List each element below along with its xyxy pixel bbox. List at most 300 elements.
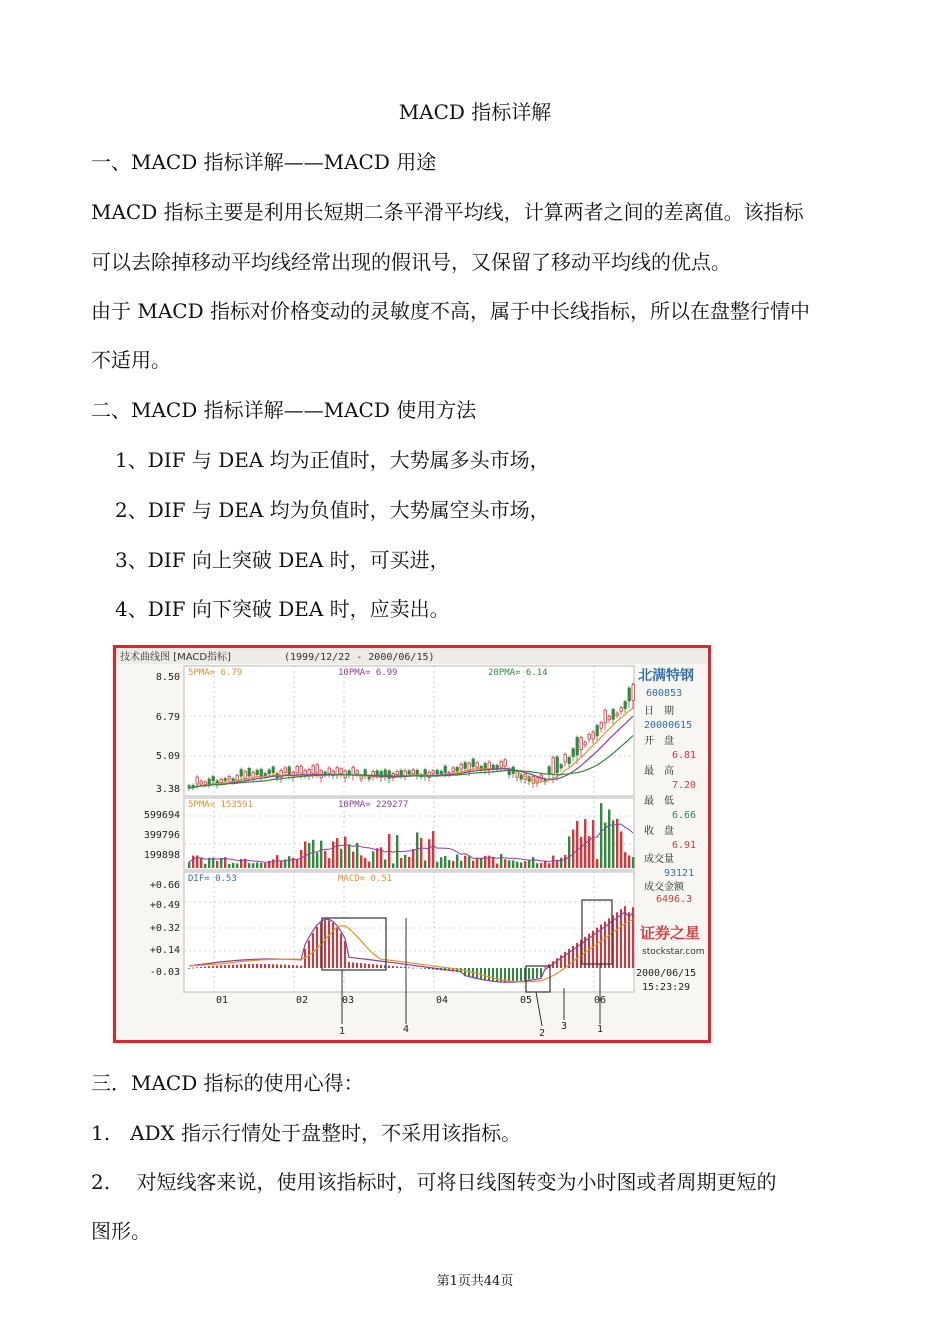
histogram-bar <box>396 966 398 968</box>
candle-body <box>240 770 242 777</box>
histogram-bar <box>292 965 294 968</box>
macd-chart-figure <box>113 645 711 1043</box>
candle-body <box>200 781 202 784</box>
histogram-bar <box>620 909 622 968</box>
histogram-bar <box>284 965 286 968</box>
histogram-bar <box>516 968 518 981</box>
volume-bar <box>424 860 426 868</box>
macd-label: MACD= 0.51 <box>338 874 393 884</box>
candle-body <box>576 737 578 755</box>
tip-2-line-2: 图形。 <box>91 1219 151 1243</box>
histogram-bar <box>420 968 422 969</box>
candle-body <box>608 716 610 719</box>
candle-body <box>620 708 622 712</box>
price-tick: 3.38 <box>155 784 180 795</box>
candle-body <box>356 771 358 774</box>
histogram-bar <box>344 941 346 968</box>
page-title: MACD 指标详解 <box>398 100 552 124</box>
candle-body <box>208 779 210 784</box>
candle-body <box>568 758 570 764</box>
histogram-bar <box>192 968 194 969</box>
candle-body <box>224 779 226 781</box>
histogram-bar <box>388 966 390 968</box>
candle-body <box>264 773 266 775</box>
candle-body <box>312 766 314 773</box>
price-tick: 5.09 <box>155 751 180 762</box>
candle-body <box>328 768 330 773</box>
volume-bar <box>516 862 518 868</box>
histogram-bar <box>372 964 374 968</box>
volume-bar <box>512 860 514 868</box>
candle-body <box>412 770 414 774</box>
candle-body <box>296 767 298 773</box>
histogram-bar <box>300 966 302 968</box>
volume-ma10-label: 10PMA= 229277 <box>338 800 409 810</box>
macd-tick: -0.03 <box>149 967 180 978</box>
volume-bar <box>280 860 282 868</box>
volume-bar <box>372 851 374 868</box>
candle-body <box>624 702 626 709</box>
histogram-bar <box>272 964 274 968</box>
histogram-bar <box>200 967 202 968</box>
volume-bar <box>312 840 314 868</box>
volume-bar <box>628 855 630 868</box>
candle-body <box>476 763 478 767</box>
price-ma20-label: 20PMA= 6.14 <box>488 668 548 678</box>
high-value: 7.20 <box>672 780 697 791</box>
section-2-heading: 二、MACD 指标详解——MACD 使用方法 <box>91 398 477 422</box>
x-tick: 03 <box>342 995 355 1006</box>
histogram-bar <box>332 923 334 968</box>
volume-value: 93121 <box>664 868 695 879</box>
volume-bar <box>620 831 622 868</box>
histogram-bar <box>268 964 270 968</box>
volume-bar <box>416 832 418 868</box>
histogram-bar <box>348 962 350 968</box>
histogram-bar <box>352 962 354 968</box>
histogram-bar <box>624 906 626 968</box>
candle-body <box>552 758 554 775</box>
volume-bar <box>528 861 530 868</box>
volume-bar <box>392 863 394 868</box>
high-label: 最 高 <box>644 766 674 777</box>
low-label: 最 低 <box>644 796 674 807</box>
paragraph-1-line-2: 可以去除掉移动平均线经常出现的假讯号，又保留了移动平均线的优点。 <box>91 250 731 274</box>
histogram-bar <box>188 968 190 969</box>
volume-bar <box>400 858 402 868</box>
volume-bar <box>264 863 266 868</box>
volume-bar <box>412 849 414 868</box>
candle-body <box>396 772 398 775</box>
candle-body <box>592 732 594 739</box>
candle-body <box>504 760 506 766</box>
paragraph-1-line-1: MACD 指标主要是利用长短期二条平滑平均线，计算两者之间的差离值。该指标 <box>91 200 804 224</box>
histogram-bar <box>244 964 246 968</box>
candle-body <box>632 685 634 701</box>
close-label: 收 盘 <box>644 826 674 837</box>
macd-chart-svg <box>116 648 708 1040</box>
candle-body <box>336 768 338 775</box>
candle-body <box>428 772 430 777</box>
volume-bar <box>348 845 350 868</box>
volume-bar <box>288 856 290 868</box>
candle-body <box>628 688 630 701</box>
candle-body <box>520 775 522 779</box>
volume-bar <box>276 855 278 868</box>
macd-panel <box>184 872 634 992</box>
volume-bar <box>404 855 406 868</box>
candle-body <box>340 769 342 774</box>
volume-bar <box>524 861 526 868</box>
annotation-marker: 3 <box>560 1021 568 1032</box>
chart-date-range: (1999/12/22 - 2000/06/15) <box>284 652 435 663</box>
volume-bar <box>324 851 326 868</box>
dif-label: DIF= 0.53 <box>188 874 237 884</box>
annotation-marker: 2 <box>538 1028 546 1039</box>
amount-value: 6496.3 <box>656 894 693 905</box>
volume-bar <box>256 863 258 868</box>
annotation-marker: 4 <box>402 1024 410 1035</box>
volume-bar <box>360 855 362 868</box>
histogram-bar <box>252 964 254 968</box>
volume-bar <box>320 841 322 868</box>
candle-body <box>408 771 410 774</box>
histogram-bar <box>228 965 230 968</box>
volume-bar <box>204 864 206 868</box>
volume-bar <box>544 861 546 868</box>
volume-bar <box>492 857 494 868</box>
volume-bar <box>508 860 510 868</box>
histogram-bar <box>224 965 226 968</box>
volume-bar <box>340 849 342 868</box>
volume-bar <box>460 861 462 868</box>
histogram-bar <box>264 964 266 968</box>
candle-body <box>236 776 238 780</box>
candle-body <box>440 771 442 773</box>
volume-bar <box>300 850 302 868</box>
rule-4: 4、DIF 向下突破 DEA 时，应卖出。 <box>115 597 450 621</box>
volume-tick: 399796 <box>143 830 180 841</box>
candle-body <box>212 777 214 781</box>
volume-bar <box>564 855 566 868</box>
histogram-bar <box>376 965 378 968</box>
histogram-bar <box>248 964 250 968</box>
volume-bar <box>520 863 522 868</box>
candle-body <box>368 777 370 779</box>
histogram-bar <box>280 964 282 968</box>
macd-tick: +0.32 <box>149 923 180 934</box>
macd-tick: +0.14 <box>149 945 180 956</box>
date-value: 20000615 <box>644 720 693 731</box>
rule-3: 3、DIF 向上突破 DEA 时，可买进， <box>115 548 450 572</box>
volume-tick: 599694 <box>143 810 180 821</box>
histogram-bar <box>536 968 538 978</box>
histogram-bar <box>544 967 546 968</box>
volume-bar <box>248 863 250 868</box>
histogram-bar <box>608 918 610 968</box>
candle-body <box>464 763 466 769</box>
volume-bar <box>432 831 434 868</box>
paragraph-2-line-1: 由于 MACD 指标对价格变动的灵敏度不高，属于中长线指标，所以在盘整行情中 <box>91 299 810 323</box>
candle-body <box>364 770 366 775</box>
macd-tick: +0.49 <box>149 900 180 911</box>
macd-tick: +0.66 <box>149 880 180 891</box>
candle-body <box>580 738 582 750</box>
paragraph-2-line-2: 不适用。 <box>91 348 171 372</box>
volume-bar <box>336 838 338 868</box>
candle-body <box>260 769 262 776</box>
volume-bar <box>408 857 410 868</box>
volume-bar <box>448 860 450 868</box>
close-value: 6.91 <box>672 840 697 851</box>
volume-bar <box>600 803 602 868</box>
volume-bar <box>504 859 506 868</box>
candle-body <box>284 768 286 773</box>
candle-body <box>616 713 618 715</box>
volume-label: 成交量 <box>644 854 674 865</box>
section-1-heading: 一、MACD 指标详解——MACD 用途 <box>91 150 437 174</box>
histogram-bar <box>240 964 242 968</box>
volume-bar <box>624 852 626 868</box>
histogram-bar <box>256 964 258 968</box>
volume-bar <box>616 819 618 868</box>
volume-bar <box>200 858 202 868</box>
page-footer: 第1页共44页 <box>436 1274 514 1289</box>
histogram-bar <box>492 968 494 981</box>
histogram-bar <box>220 965 222 968</box>
volume-bar <box>216 861 218 868</box>
histogram-bar <box>360 963 362 968</box>
candle-body <box>268 770 270 774</box>
volume-bar <box>496 864 498 868</box>
histogram-bar <box>232 965 234 968</box>
side-info-panel <box>636 667 705 993</box>
section-3-heading: 三．MACD 指标的使用心得： <box>91 1071 364 1095</box>
histogram-bar <box>276 964 278 968</box>
volume-bar <box>608 810 610 868</box>
candle-body <box>588 734 590 739</box>
volume-bar <box>592 820 594 868</box>
volume-bar <box>612 820 614 868</box>
histogram-bar <box>392 966 394 968</box>
candle-body <box>456 768 458 771</box>
volume-bar <box>356 843 358 868</box>
amount-label: 成交金额 <box>644 882 684 893</box>
volume-tick: 199898 <box>143 850 180 861</box>
candle-body <box>256 771 258 775</box>
histogram-bar <box>468 968 470 977</box>
volume-bar <box>576 821 578 868</box>
histogram-bar <box>380 965 382 968</box>
volume-bar <box>572 830 574 868</box>
price-tick: 6.79 <box>155 712 180 723</box>
brand-site: stockstar.com <box>642 947 705 957</box>
price-ma10-label: 10PMA= 6.99 <box>338 668 398 678</box>
histogram-bar <box>484 968 486 980</box>
histogram-bar <box>600 925 602 968</box>
volume-bar <box>476 858 478 868</box>
volume-bar <box>220 858 222 868</box>
candle-body <box>376 771 378 775</box>
volume-bar <box>548 863 550 868</box>
candle-body <box>436 770 438 773</box>
volume-bar <box>596 859 598 868</box>
open-label: 开 盘 <box>644 736 674 747</box>
candle-body <box>400 771 402 776</box>
histogram-bar <box>412 968 414 969</box>
volume-bar <box>232 863 234 868</box>
volume-bar <box>560 858 562 868</box>
candle-body <box>196 777 198 784</box>
histogram-bar <box>604 921 606 968</box>
x-tick: 02 <box>296 995 309 1006</box>
histogram-bar <box>368 964 370 968</box>
volume-ma5-label: 5PMA= 153591 <box>188 800 254 810</box>
volume-bar <box>316 853 318 868</box>
histogram-bar <box>616 912 618 968</box>
histogram-bar <box>336 927 338 968</box>
histogram-bar <box>408 967 410 968</box>
candle-body <box>444 766 446 772</box>
histogram-bar <box>520 968 522 981</box>
volume-bar <box>456 855 458 868</box>
volume-bar <box>384 860 386 868</box>
volume-bar <box>536 863 538 868</box>
candle-body <box>300 766 302 774</box>
candle-body <box>596 725 598 735</box>
x-tick: 01 <box>216 995 229 1006</box>
volume-bar <box>444 856 446 868</box>
histogram-bar <box>208 966 210 968</box>
tip-2-line-1: 2. 对短线客来说，使用该指标时，可将日线图转变为小时图或者周期更短的 <box>91 1170 777 1194</box>
stock-name: 北满特钢 <box>638 668 694 684</box>
volume-bar <box>308 843 310 868</box>
price-tick: 8.50 <box>155 672 180 683</box>
volume-bar <box>344 837 346 868</box>
annotation-marker: 1 <box>338 1026 346 1037</box>
volume-bar <box>580 837 582 868</box>
histogram-bar <box>488 968 490 981</box>
x-tick: 04 <box>436 995 449 1006</box>
candle-body <box>548 767 550 775</box>
candle-body <box>584 742 586 745</box>
candle-body <box>432 771 434 774</box>
histogram-bar <box>424 968 426 969</box>
stock-code: 600853 <box>646 688 683 699</box>
candle-body <box>572 749 574 757</box>
candle-body <box>564 754 566 762</box>
candle-body <box>452 768 454 772</box>
volume-bar <box>304 841 306 868</box>
candle-body <box>472 759 474 767</box>
histogram-bar <box>324 920 326 968</box>
volume-bar <box>540 863 542 868</box>
histogram-bar <box>212 966 214 968</box>
candle-body <box>460 764 462 769</box>
candle-body <box>496 765 498 768</box>
volume-bar <box>428 839 430 868</box>
volume-bar <box>552 856 554 868</box>
stamp-date: 2000/06/15 <box>636 968 697 979</box>
volume-bar <box>332 841 334 868</box>
candle-body <box>560 765 562 768</box>
volume-bar <box>252 863 254 868</box>
candle-body <box>204 782 206 784</box>
candle-body <box>272 767 274 773</box>
volume-bar <box>500 854 502 868</box>
histogram-bar <box>508 968 510 982</box>
candle-body <box>352 767 354 775</box>
histogram-bar <box>236 964 238 968</box>
volume-bar <box>364 858 366 868</box>
histogram-bar <box>632 907 634 968</box>
histogram-bar <box>216 966 218 968</box>
rule-1: 1、DIF 与 DEA 均为正值时，大势属多头市场， <box>115 448 550 472</box>
volume-bar <box>420 838 422 868</box>
volume-bar <box>188 862 190 868</box>
candle-body <box>316 765 318 773</box>
volume-bar <box>376 848 378 868</box>
histogram-bar <box>312 933 314 968</box>
histogram-bar <box>532 968 534 979</box>
brand-logo-text: 证券之星 <box>640 924 701 942</box>
x-tick: 05 <box>520 995 533 1006</box>
histogram-bar <box>260 964 262 968</box>
volume-bar <box>328 858 330 868</box>
volume-bar <box>468 856 470 868</box>
histogram-bar <box>512 968 514 982</box>
tip-1: 1. ADX 指示行情处于盘整时，不采用该指标。 <box>91 1121 522 1145</box>
price-ma5-label: 5PMA= 6.79 <box>188 668 243 678</box>
histogram-bar <box>204 967 206 968</box>
histogram-bar <box>340 933 342 968</box>
open-value: 6.81 <box>672 750 697 761</box>
rule-2: 2、DIF 与 DEA 均为负值时，大势属空头市场， <box>115 498 550 522</box>
stamp-time: 15:23:29 <box>642 982 691 993</box>
volume-bar <box>480 858 482 868</box>
volume-bar <box>632 857 634 868</box>
volume-bar <box>452 861 454 868</box>
candle-body <box>604 710 606 723</box>
volume-bar <box>228 864 230 868</box>
candle-body <box>500 762 502 768</box>
volume-bar <box>568 836 570 868</box>
volume-bar <box>260 863 262 868</box>
histogram-bar <box>196 967 198 968</box>
histogram-bar <box>356 963 358 968</box>
candle-body <box>248 768 250 776</box>
histogram-bar <box>528 968 530 980</box>
histogram-bar <box>296 965 298 968</box>
volume-bar <box>440 857 442 868</box>
volume-bar <box>192 856 194 868</box>
histogram-bar <box>328 920 330 968</box>
volume-bar <box>436 862 438 868</box>
volume-bar <box>272 859 274 868</box>
chart-header-label: 技术曲线图 [MACD指标] <box>120 652 231 663</box>
histogram-bar <box>364 963 366 968</box>
volume-bar <box>472 861 474 868</box>
volume-bar <box>464 856 466 868</box>
candle-body <box>556 757 558 773</box>
volume-bar <box>236 863 238 868</box>
x-tick: 06 <box>594 995 607 1006</box>
candle-body <box>288 767 290 774</box>
annotation-marker: 1 <box>596 1024 604 1035</box>
volume-bar <box>352 852 354 868</box>
histogram-bar <box>400 967 402 968</box>
candle-body <box>228 777 230 780</box>
